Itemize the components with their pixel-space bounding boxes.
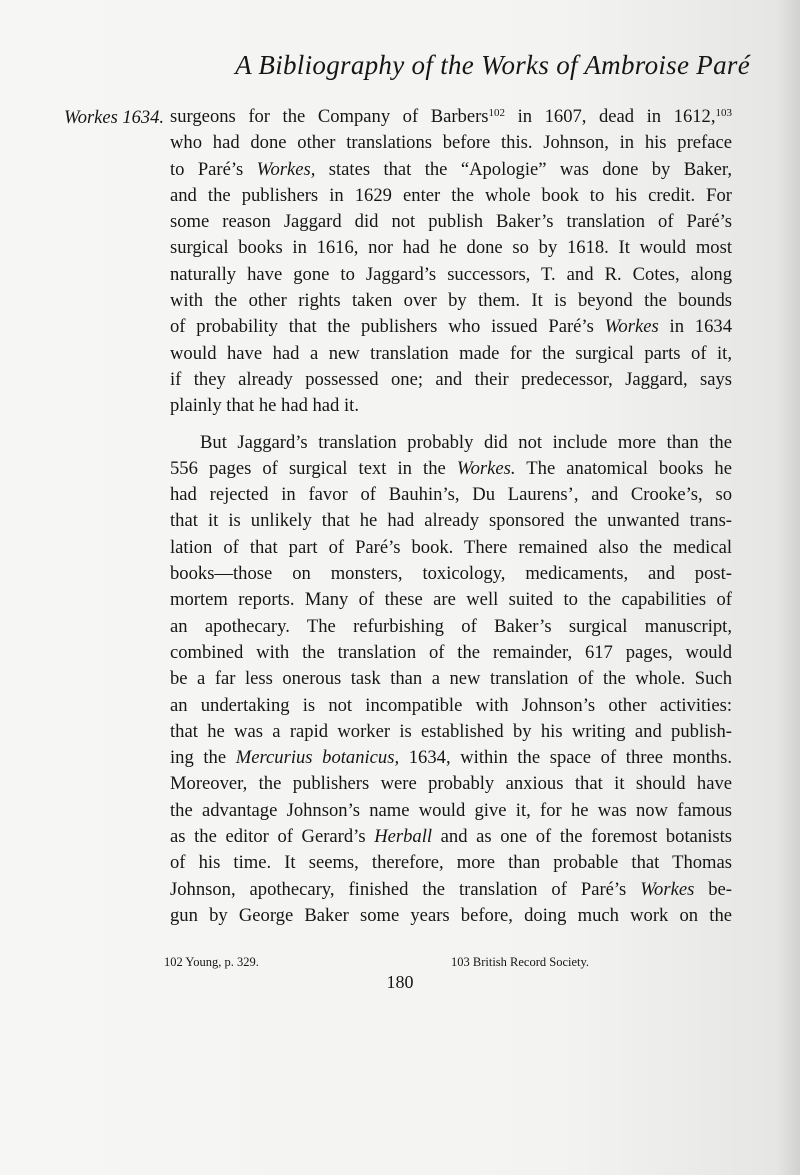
text-run: an undertaking is not incompatible with Johnson’s other activities: — [170, 694, 732, 716]
text-line — [170, 561, 732, 587]
text-run: had rejected in favor of Bauhin’s, Du Laurens’, and Crooke’s, so — [170, 484, 732, 506]
text-line — [170, 430, 732, 456]
text-line — [170, 771, 732, 797]
text-line — [170, 614, 732, 640]
text-run: Johnson, apothecary, finished the translation of Paré’s — [170, 878, 641, 900]
text-run: be- — [694, 878, 732, 900]
text-run: and the publishers in 1629 enter the whole book to his credit. For — [170, 184, 732, 206]
text-line — [170, 130, 732, 156]
text-run: an apothecary. The refurbishing of Baker’s surgical manuscript, — [170, 615, 732, 637]
italic-title: Workes, — [256, 158, 316, 180]
text-line — [170, 341, 732, 367]
text-line — [170, 508, 732, 534]
text-line — [170, 314, 732, 340]
text-line — [170, 482, 732, 508]
text-line — [170, 367, 732, 393]
text-run: mortem reports. Many of these are well suited to the capabilities of — [170, 589, 732, 611]
text-run: surgeons for the Company of Barbers — [170, 106, 489, 127]
text-line — [170, 640, 732, 666]
text-line — [170, 824, 732, 850]
running-head: A Bibliography of the Works of Ambroise Paré — [235, 50, 750, 80]
text-line — [170, 262, 732, 288]
text-run: the advantage Johnson’s name would give it, for he was now famous — [170, 799, 732, 821]
text-line — [170, 393, 732, 419]
italic-title: Workes. — [456, 457, 516, 479]
footnote-number: 103 — [451, 955, 470, 969]
text-run: in 1634 — [658, 316, 732, 338]
text-line — [170, 456, 732, 482]
text-run: would have had a new translation made for the surgical parts of it, — [170, 342, 732, 364]
text-line — [170, 209, 732, 235]
footnote-reference: 103 — [715, 107, 732, 119]
text-line — [170, 850, 732, 876]
text-line — [170, 288, 732, 314]
text-run: and as one of the foremost botanists — [432, 826, 732, 848]
margin-note: Workes 1634. — [64, 108, 165, 128]
text-line — [170, 798, 732, 824]
italic-title: Workes — [640, 878, 695, 900]
text-run: states that the “Apologie” was done by Baker, — [315, 158, 732, 180]
page-number: 180 — [386, 972, 414, 992]
text-run: lation of that part of Paré’s book. There remained also the medical — [170, 536, 732, 558]
text-line — [170, 903, 732, 929]
text-run: that he was a rapid worker is established by his writing and publish- — [170, 720, 732, 742]
footnote-text: British Record Society. — [472, 955, 590, 969]
text-run: of his time. It seems, therefore, more than probable that Thomas — [170, 852, 732, 874]
text-run: naturally have gone to Jaggard’s successors, T. and R. Cotes, along — [170, 263, 732, 285]
italic-title: Mercurius botanicus, — [235, 747, 400, 769]
footnote-103 — [451, 955, 589, 970]
text-line — [170, 183, 732, 209]
footnote-text: Young, p. 329. — [185, 955, 259, 969]
italic-title: Workes — [604, 316, 659, 338]
text-line — [170, 745, 732, 771]
text-run: be a far less onerous task than a new translation of the whole. Such — [170, 668, 732, 690]
text-run: gun by George Baker some years before, doing much work on the — [170, 904, 732, 926]
text-line — [170, 693, 732, 719]
text-run: some reason Jaggard did not publish Baker’s translation of Paré’s — [170, 211, 732, 233]
paragraph — [170, 104, 732, 420]
footnote-reference: 102 — [488, 107, 506, 119]
text-run: plainly that he had had it. — [170, 395, 359, 417]
text-run: But Jaggard’s translation probably did not include more than the — [200, 431, 732, 453]
text-line — [170, 666, 732, 692]
text-run: with the other rights taken over by them. It is beyond the bounds — [170, 290, 732, 312]
italic-title: Herball — [374, 826, 433, 848]
footnote-102 — [164, 955, 259, 970]
footnote-number: 102 — [164, 955, 183, 969]
text-run: if they already possessed one; and their predecessor, Jaggard, says — [170, 368, 732, 390]
text-line — [170, 535, 732, 561]
text-run: surgical books in 1616, nor had he done so by 1618. It would most — [170, 237, 732, 259]
text-run: that it is unlikely that he had already sponsored the unwanted trans- — [170, 510, 732, 532]
text-run: combined with the translation of the remainder, 617 pages, would — [170, 641, 732, 663]
text-run: in 1607, dead in 1612, — [505, 106, 716, 127]
text-run: as the editor of Gerard’s — [170, 826, 375, 848]
text-line — [170, 877, 732, 903]
body-text — [170, 104, 732, 929]
text-run: Moreover, the publishers were probably anxious that it should have — [170, 773, 732, 795]
text-line — [170, 104, 732, 130]
text-run: books—those on monsters, toxicology, medicaments, and post- — [170, 563, 732, 585]
text-run: The anatomical books he — [515, 457, 732, 479]
text-run: to Paré’s — [170, 158, 257, 180]
text-line — [170, 235, 732, 261]
text-line — [170, 157, 732, 183]
text-run: 1634, within the space of three months. — [399, 747, 732, 769]
text-run: 556 pages of surgical text in the — [170, 457, 457, 479]
paragraph-gap — [170, 420, 732, 430]
text-line — [170, 719, 732, 745]
text-line — [170, 587, 732, 613]
text-run: ing the — [170, 747, 236, 769]
text-run: who had done other translations before this. Johnson, in his preface — [170, 132, 732, 154]
text-run: of probability that the publishers who issued Paré’s — [170, 316, 605, 338]
paragraph — [170, 430, 732, 930]
